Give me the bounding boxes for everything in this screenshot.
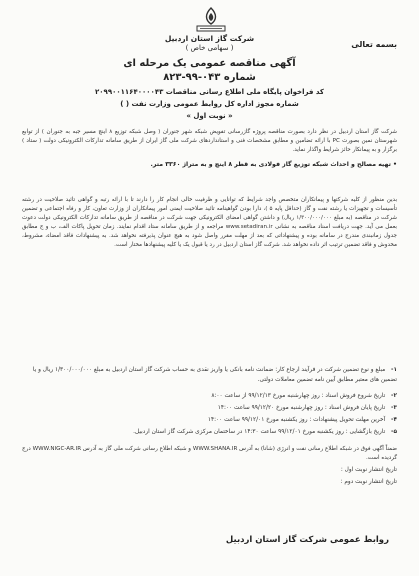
license-number: شماره مجوز اداره کل روابط عمومی وزارت نفت ( ) [120, 100, 299, 108]
publish-date-first: تاریخ انتشار نوبت اول : [340, 467, 397, 473]
item-text: مبلغ و نوع تضمین شرکت در فرآیند ارجاع کار: ضمانت نامه بانکی یا واریز نقدی به حساب شرکت گاز استان اردبیل به مبلغ ۱/۳۰۰/۰۰۰/۰۰۰ ریال و یا تضمین های معتبر مطابق آیین نامه تضمین معاملات دولتی. [32, 367, 397, 383]
scope-bullet: • تهیه مصالح و احداث شبکه توزیع گاز فولادی به قطر ۸ اینچ و به متراژ ۳۳۶۰ متر. [150, 161, 397, 168]
publish-date-second: تاریخ انتشار نوبت دوم : [340, 479, 397, 485]
department-name: شرکت گاز استان اردبیل [164, 34, 255, 43]
round-label: « نوبت اول » [186, 112, 233, 120]
list-item [25, 416, 397, 426]
item-number: ۵- [391, 429, 397, 435]
intro-paragraph: شرکت گاز استان اردبیل در نظر دارد بصورت مناقصه پروژه گازرسانی تفویض شبکه شهر جنوران ( وصل شبکه توزیع ۸ اینچ مسیر جبه به جنوران ) از توابع شهرستان نمین بصورت PC با ارائه تضامین و مطابق مشخصات فنی و استانداردهای شرکت ملی گاز ایران از طریق سامانه تدارکات الکترونیکی دولت ( ستاد ) برگزار و به پیمانکار حائز شرایط واگذار نماید. [22, 129, 398, 154]
item-number: ۴- [391, 417, 397, 423]
list-item [25, 392, 397, 402]
item-number: ۲- [391, 393, 397, 399]
item-number: ۳- [391, 405, 397, 411]
notice-number: شماره ۰۴۳-۹۹-۸۲۳ [163, 72, 256, 83]
notice-title: آگهی مناقصه عمومی یک مرحله ای [123, 58, 296, 69]
list-item [25, 404, 397, 414]
nigc-logo-icon [183, 6, 239, 34]
item-text: تاریخ بازگشایی : روز یکشنبه مورخ ۹۹/۱۲/۰۱ ساعت ۱۴:۳۰ در ساختمان مرکزی شرکت گاز استان اردبیل. [133, 429, 386, 435]
setad-code: کد فراخوان پایگاه ملی اطلاع رسانی مناقصات ۲۰۹۹۰۰۱۱۶۴۰۰۰۰۴۳ [95, 88, 324, 96]
item-text: تاریخ شروع فروش اسناد : روز چهارشنبه مورخ ۹۹/۱۲/۱۳ از ساعت ۸:۰۰ [211, 393, 386, 399]
signature: روابط عمومی شرکت گاز استان اردبیل [225, 535, 389, 545]
list-item [25, 428, 397, 438]
bismillah: بسمه تعالی [351, 40, 397, 49]
websites-paragraph: ضمناً آگهی فوق در شبکه اطلاع رسانی نفت و انرژی (شانا) به آدرس WWW.SHANA.IR و شبکه اطلاع رسانی شرکت ملی گاز به آدرس WWW.NIGC-AR.IR درج گردیده است. [22, 446, 397, 462]
company-type: ( سهامی خاص ) [185, 44, 234, 52]
item-text: تاریخ پایان فروش اسناد : روز چهارشنبه مورخ ۹۹/۱۲/۲۰ ساعت ۱۴:۰۰ [217, 405, 386, 411]
item-number: ۱- [391, 367, 397, 373]
item-text: آخرین مهلت تحویل پیشنهادات : روز یکشنبه مورخ ۹۹/۱۲/۰۱ ساعت ۱۴:۰۰ [207, 417, 386, 423]
details-paragraph: بدین منظور از کلیه شرکتها و پیمانکاران متخصص واجد شرایط که توانایی و ظرفیت خالی انجام کار را دارند تا با ارائه رتبه و گواهی تائید صلاحیت در رشته تأسیسات و تجهیزات یا رشته نفت و گاز (حداقل پایه ۵ )، دارا بودن گواهینامه تائید صلاحیت ایمنی امور پیمانکاران از وزارت تعاون، کار و رفاه اجتماعی و تضمین شرکت در مناقصه (به مبلغ ۱/۳۰۰/۰۰۰/۰۰۰ ریال) و داشتن گواهی امضای الکترونیکی جهت شرکت در مناقصه از طریق سامانه تدارکات الکترونیکی دولت دعوت بعمل می آید. جهت دریافت اسناد مناقصه به نشانی www.setadiran.ir مراجعه و از طریق سامانه ستاد اقدام نمایند. زمان تحویل پاکات الف، ب و ج مطابق جدول زمانبندی مندرج در سامانه بوده و پیشنهاداتی که بعد از مهلت مقرر واصل شود به هیچ عنوان پذیرفته نخواهد شد. به پیشنهادات فاقد امضاء، مشروط، مخدوش و فاقد تضمین ترتیب اثر داده نخواهد شد. شرکت گاز استان اردبیل در رد یا قبول یک یا کلیه پیشنهادها مختار است. [22, 197, 397, 249]
list-item [25, 366, 397, 385]
